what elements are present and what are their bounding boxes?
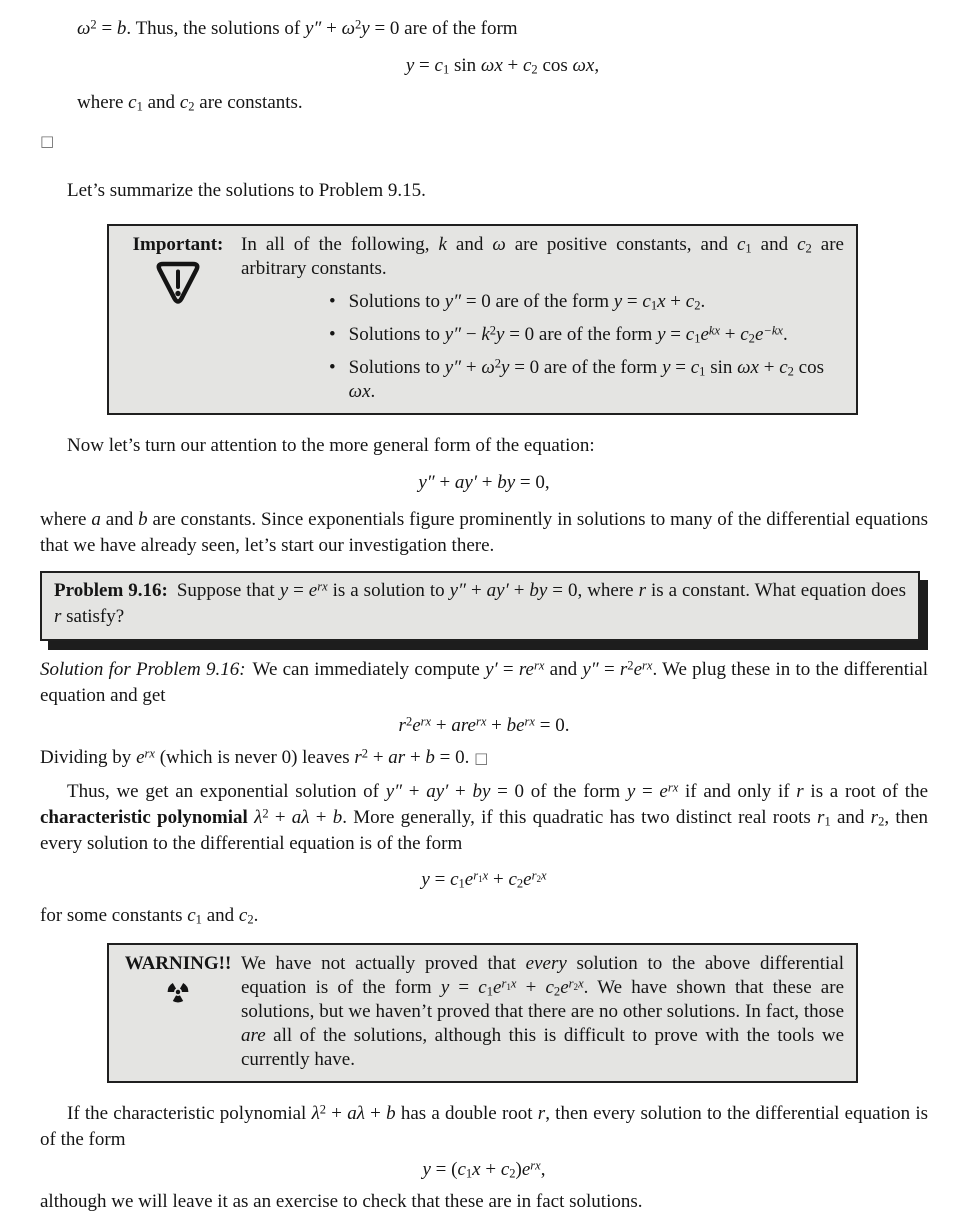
problem-text: [54, 578, 906, 630]
important-bullet-2: [241, 323, 844, 347]
warning-text: We have not actually proved that every solution to the above differential equation is of the form $y = c1e^r1^x + c2e^r2^x$. We have shown that these are solutions, but we haven’t proved that there are no other solutions. In fact, those are all of the solutions, although this is difficult to prove with the tools we currently have.: [241, 953, 845, 1070]
paragraph-for-some-constants: for some constants c1 and c2.: [40, 905, 259, 927]
equation-double-root: $y = (c1x + c2)e^{rx}$,: [422, 1158, 546, 1181]
bullet-marker: •: [329, 357, 336, 378]
continuation-block: [77, 16, 928, 116]
problem-statement: Suppose that $y = e^{rx}$ is a solution to y″ + ay′ + by = 0, where r is a constant. What equation does r satisfy?: [54, 579, 907, 627]
paragraph-dividing: Dividing by $e^{rx}$ (which is never 0) leaves $r^2$ + ar + b = 0. □: [40, 746, 489, 768]
bullet-marker: •: [329, 291, 336, 312]
warning-label: WARNING!!: [124, 953, 232, 974]
paragraph-general-form: Now let’s turn our attention to the more general form of the equation:: [67, 435, 595, 456]
bullet-text: Solutions to $y'' - k^2y = 0$ are of the form $y = c1e^{kx} + c2e^{-kx}$.: [348, 323, 788, 346]
paragraph-double-root: If the characteristic polynomial $\lambda^2 + a\lambda + b$ has a double root r, then every solution to the differential equation is of the form: [40, 1102, 928, 1150]
equation-two-roots: $y = c1e^r1^x + c2e^r2^x$: [421, 868, 547, 891]
solution-paragraph: [40, 657, 928, 709]
equation-plugged-in: $r^2e^{rx} + are^{rx} + be^{rx} = 0$.: [398, 714, 570, 736]
important-box: [107, 224, 858, 415]
important-body: [241, 233, 844, 404]
bullet-text: Solutions to $y'' + \omega^2y = 0$ are of the form y = c1 sin ωx + c2 cos ωx.: [348, 356, 824, 402]
paragraph-where-constants: where c1 and c2 are constants.: [77, 92, 303, 114]
important-intro: In all of the following, k and ω are positive constants, and c1 and c2 are arbitrary constants.: [241, 234, 844, 279]
paragraph-exercise: although we will leave it as an exercise to check that these are in fact solutions.: [40, 1191, 643, 1212]
alert-triangle-icon: [154, 260, 202, 306]
paragraph-summarize: Let’s summarize the solutions to Problem 9.15.: [67, 180, 426, 201]
radiation-icon: [165, 979, 191, 1005]
important-label: Important:: [132, 234, 224, 255]
equation-general-ode: y″ + ay′ + by = 0,: [418, 472, 550, 493]
paragraph-where-a-b: where a and b are constants. Since exponentials figure prominently in solutions to many of the differential equations that we have already seen, let’s start our investigation there.: [40, 509, 928, 556]
important-bullet-3: [241, 356, 844, 404]
bullet-text: Solutions to y″ = 0 are of the form y = c1x + c2.: [348, 291, 706, 313]
problem-box: [40, 571, 920, 641]
important-bullet-1: [241, 290, 844, 314]
problem-label: Problem 9.16:: [54, 580, 168, 601]
equation-sin-cos-solution: y = c1 sin ωx + c2 cos ωx,: [405, 55, 600, 77]
warning-side: [115, 952, 241, 1072]
warning-body: [241, 952, 844, 1072]
paragraph-omega-solutions: $\omega^2 = b$. Thus, the solutions of $y'' + \omega^2y = 0$ are of the form: [77, 17, 518, 39]
paragraph-characteristic: Thus, we get an exponential solution of y″ + ay′ + by = 0 of the form $y = e^{rx}$ if and only if r is a root of the characteristic polynomial $\lambda^2 + a\lambda + b$. More generally, if this quadratic has two distinct real roots r1 and r2, then every solution to the differential equation is of the form: [40, 780, 929, 854]
warning-box: [107, 943, 858, 1083]
solution-text: We can immediately compute $y' = re^{rx}$ and $y'' = r^2e^{rx}$. We plug these in to the differential equation and get: [40, 658, 928, 706]
end-of-proof-square: □: [40, 132, 55, 150]
solution-label: Solution for Problem 9.16:: [40, 659, 246, 680]
bullet-marker: •: [329, 324, 336, 345]
important-side: [115, 233, 241, 404]
